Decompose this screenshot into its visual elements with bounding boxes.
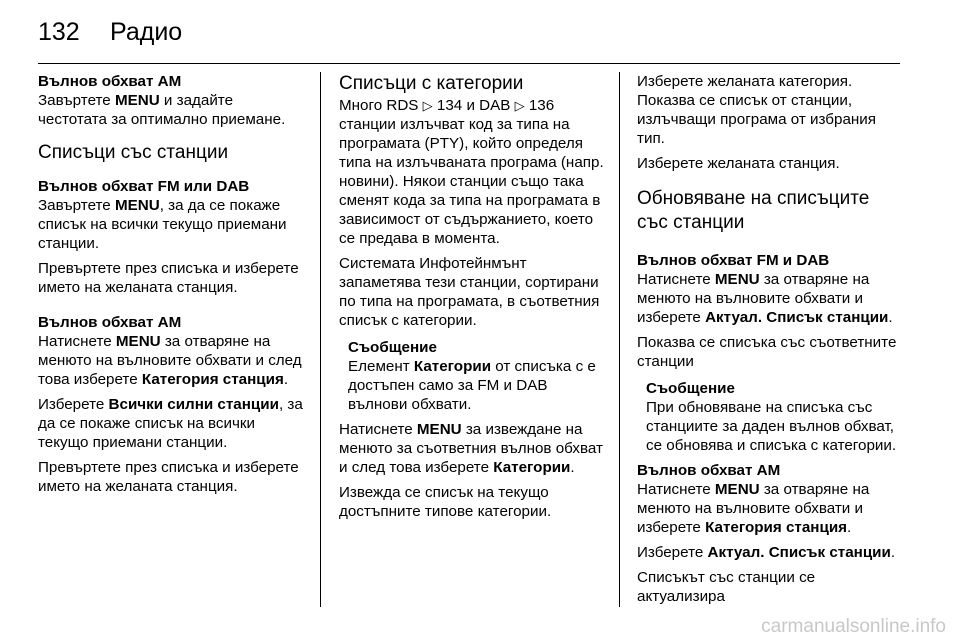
- menu-item-all-strong: Всички силни станции: [108, 396, 279, 413]
- paragraph-list-updated: Списъкът със станции се актуализира: [637, 569, 816, 605]
- note-box: [348, 338, 607, 414]
- paragraph-scroll-select: Превъртете през списъка и изберете името на желаната станция.: [38, 260, 299, 296]
- heading-category-lists: Списъци с категории: [339, 73, 524, 94]
- column-divider-2: [619, 72, 620, 607]
- paragraph-pty-intro: Много RDS ▷ 134 и DAB ▷ 136 станции излъчват код за типа на програмата (PTY), който определя типа на излъчваната програма (напр. новини). Някои станции също така сменят кода за типа на програмата в зависимост от съдържанието, което се предава в момента.: [339, 97, 604, 247]
- menu-item-categories: Категории: [493, 459, 571, 476]
- paragraph-fm-dab-list: Завъртете MENU, за да се покаже списък на всички текущо приемани станции.: [38, 197, 287, 252]
- column-2: [339, 72, 607, 607]
- column-1: [38, 72, 306, 607]
- paragraph-choose-station: Изберете желаната станция.: [637, 155, 840, 172]
- menu-key: MENU: [114, 92, 160, 109]
- paragraph-choose-category: Изберете желаната категория. Показва се списък от станции, излъчващи програма от избрания тип.: [637, 73, 876, 147]
- paragraph-am-tune: Завъртете MENU и задайте честотата за оптимално приемане.: [38, 92, 286, 128]
- subheading-fm-dab: Вълнов обхват FM или DAB: [38, 178, 250, 195]
- note-body: Елемент Категории от списъка с е достъпен само за FM и DAB вълнови обхвати.: [348, 358, 596, 413]
- paragraph-list-shown: Показва се списъка със съответните станции: [637, 334, 897, 370]
- section-title: Радио: [110, 18, 183, 46]
- heading-update-lists: Обновяване на списъците със станции: [637, 188, 870, 233]
- subheading-am-update: Вълнов обхват AM: [637, 462, 781, 479]
- page-header: [38, 14, 900, 54]
- page-number: 132: [38, 18, 80, 46]
- paragraph-infotainment-stores: Системата Инфотейнмънт запаметява тези станции, сортирани по типа на програмата, в съответния списък с категории.: [339, 255, 600, 329]
- subheading-fm-dab-update: Вълнов обхват FM и DAB: [637, 252, 830, 269]
- paragraph-all-strong: Изберете Всички силни станции, за да се покаже списък на всички текущо приемани станции.: [38, 396, 303, 451]
- heading-station-lists: Списъци със станции: [38, 142, 229, 163]
- header-divider: [38, 63, 900, 64]
- paragraph-category-list-shown: Извежда се списък на текущо достъпните типове категории.: [339, 484, 552, 520]
- column-3: [637, 72, 905, 607]
- menu-item-update-list: Актуал. Списък станции: [707, 544, 891, 561]
- menu-key: MENU: [714, 271, 760, 288]
- paragraph-select-update: Изберете Актуал. Списък станции.: [637, 544, 896, 561]
- paragraph-am-category: Натиснете MENU за отваряне на менюто на вълновите обхвати и след това изберете Категория станция.: [38, 333, 302, 388]
- menu-item-update-list: Актуал. Списък станции: [705, 309, 889, 326]
- note-box-2: [646, 379, 905, 455]
- note-body: При обновяване на списъка със станциите за даден вълнов обхват, се обновява и списъка с категории.: [646, 399, 897, 454]
- note-title: Съобщение: [646, 380, 735, 397]
- menu-item-station-category: Категория станция: [705, 519, 848, 536]
- paragraph-am-update: Натиснете MENU за отваряне на менюто на вълновите обхвати и изберете Категория станция.: [637, 481, 870, 536]
- note-title: Съобщение: [348, 339, 437, 356]
- watermark: carmanualsonline.info: [761, 616, 946, 637]
- page-ref-arrow-icon: ▷: [422, 98, 433, 113]
- subheading-am: Вълнов обхват AM: [38, 73, 182, 90]
- subheading-am-2: Вълнов обхват AM: [38, 314, 182, 331]
- paragraph-scroll-select-2: Превъртете през списъка и изберете името на желаната станция.: [38, 459, 299, 495]
- menu-key: MENU: [115, 333, 161, 350]
- menu-key: MENU: [714, 481, 760, 498]
- page-ref-arrow-icon: ▷: [514, 98, 525, 113]
- paragraph-fm-dab-update: Натиснете MENU за отваряне на менюто на вълновите обхвати и изберете Актуал. Списък станции.: [637, 271, 893, 326]
- paragraph-open-categories: Натиснете MENU за извеждане на менюто за съответния вълнов обхват и след това изберете Категории.: [339, 421, 603, 476]
- menu-key: MENU: [416, 421, 462, 438]
- menu-item-station-category: Категория станция: [141, 371, 284, 388]
- menu-key: MENU: [114, 197, 160, 214]
- column-divider-1: [320, 72, 321, 607]
